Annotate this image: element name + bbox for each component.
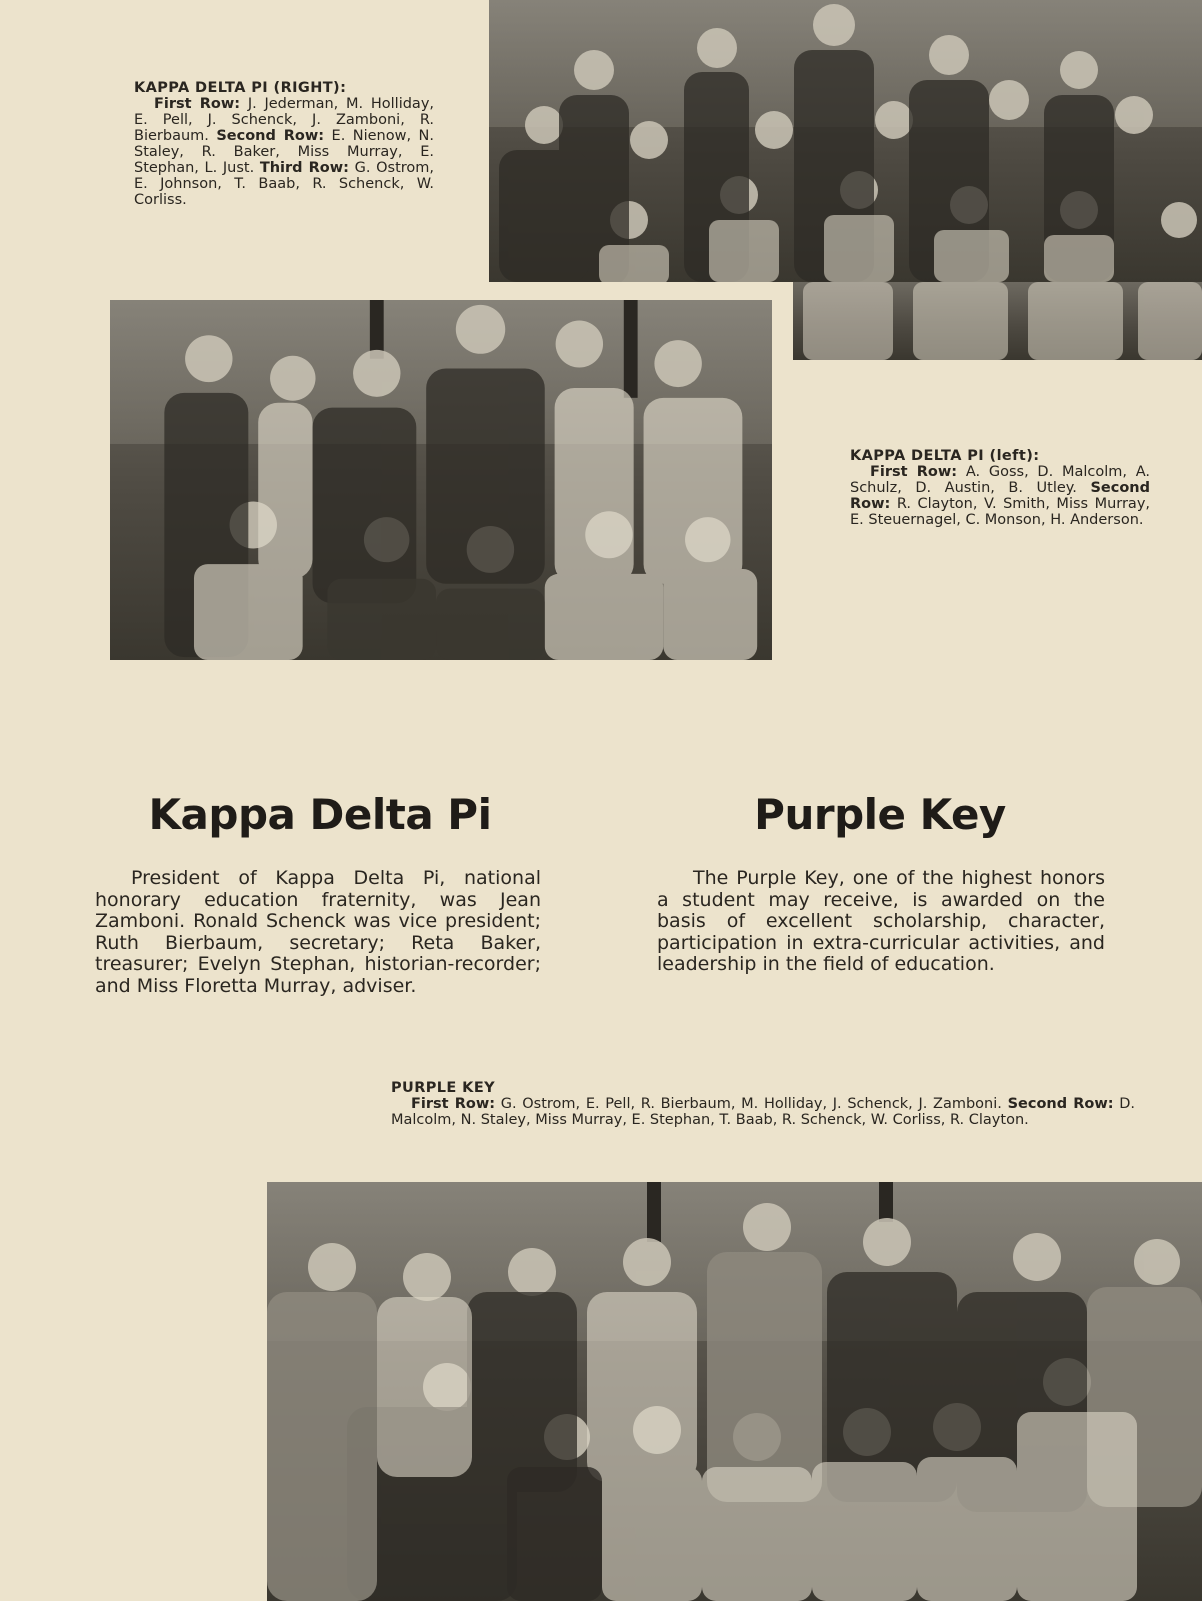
kdp-left-row2-label: Second Row: — [850, 480, 1151, 512]
kdp-body — [95, 868, 541, 997]
pk-caption — [391, 1080, 1135, 1128]
kdp-left-row1-names: A. Goss, D. Malcolm, A. Schulz, D. Austin, B. Utley. — [850, 464, 1150, 496]
kdp-body-text: President of Kappa Delta Pi, national honorary education fraternity, was Jean Zamboni. Ronald Schenck was vice president; Ruth Bierbaum, secretary; Reta Baker, treasurer; Evelyn Stephan, historian-recorder; and Miss Floretta Murray, adviser. — [95, 867, 541, 997]
kdp-right-row1-label: First Row: — [154, 96, 241, 112]
pk-row2-label: Second Row: — [1007, 1096, 1114, 1112]
pk-title: Purple Key — [754, 790, 1006, 839]
kdp-left-row2-names: R. Clayton, V. Smith, Miss Murray, E. Steuernagel, C. Monson, H. Anderson. — [850, 496, 1151, 528]
pk-heading: PURPLE KEY — [391, 1080, 496, 1096]
pk-row2-names: D. Malcolm, N. Staley, Miss Murray, E. Stephan, T. Baab, R. Schenck, W. Corliss, R. Clayton. — [391, 1096, 1136, 1128]
kdp-title: Kappa Delta Pi — [148, 790, 492, 839]
kdp-right-row2-names: E. Nienow, N. Staley, R. Baker, Miss Murray, E. Stephan, L. Just. — [134, 128, 434, 176]
pk-row1-label: First Row: — [411, 1096, 496, 1112]
pk-body-text: The Purple Key, one of the highest honors a student may receive, is awarded on the basis of excellent scholarship, character, participation in extra-curricular activities, and leadership in the field of education. — [657, 867, 1105, 975]
kdp-left-caption — [850, 448, 1150, 528]
kdp-right-row2-label: Second Row: — [216, 128, 325, 144]
kdp-right-heading: KAPPA DELTA PI (RIGHT): — [134, 80, 347, 96]
kdp-right-photo — [489, 0, 1202, 282]
pk-row1-names: G. Ostrom, E. Pell, R. Bierbaum, M. Holliday, J. Schenck, J. Zamboni. — [500, 1096, 1002, 1112]
pk-body — [657, 868, 1105, 976]
kdp-right-row3-label: Third Row: — [259, 160, 349, 176]
kdp-right-caption — [134, 80, 434, 208]
pk-photo — [267, 1182, 1202, 1601]
kdp-right-row1-names: J. Jederman, M. Holliday, E. Pell, J. Schenck, J. Zamboni, R. Bierbaum. — [134, 96, 435, 144]
kdp-left-heading: KAPPA DELTA PI (left): — [850, 448, 1040, 464]
kdp-right-row3-names: G. Ostrom, E. Johnson, T. Baab, R. Schenck, W. Corliss. — [134, 160, 435, 208]
kdp-left-photo — [106, 296, 776, 664]
kdp-left-row1-label: First Row: — [870, 464, 958, 480]
kdp-right-photo-lower — [793, 282, 1202, 360]
